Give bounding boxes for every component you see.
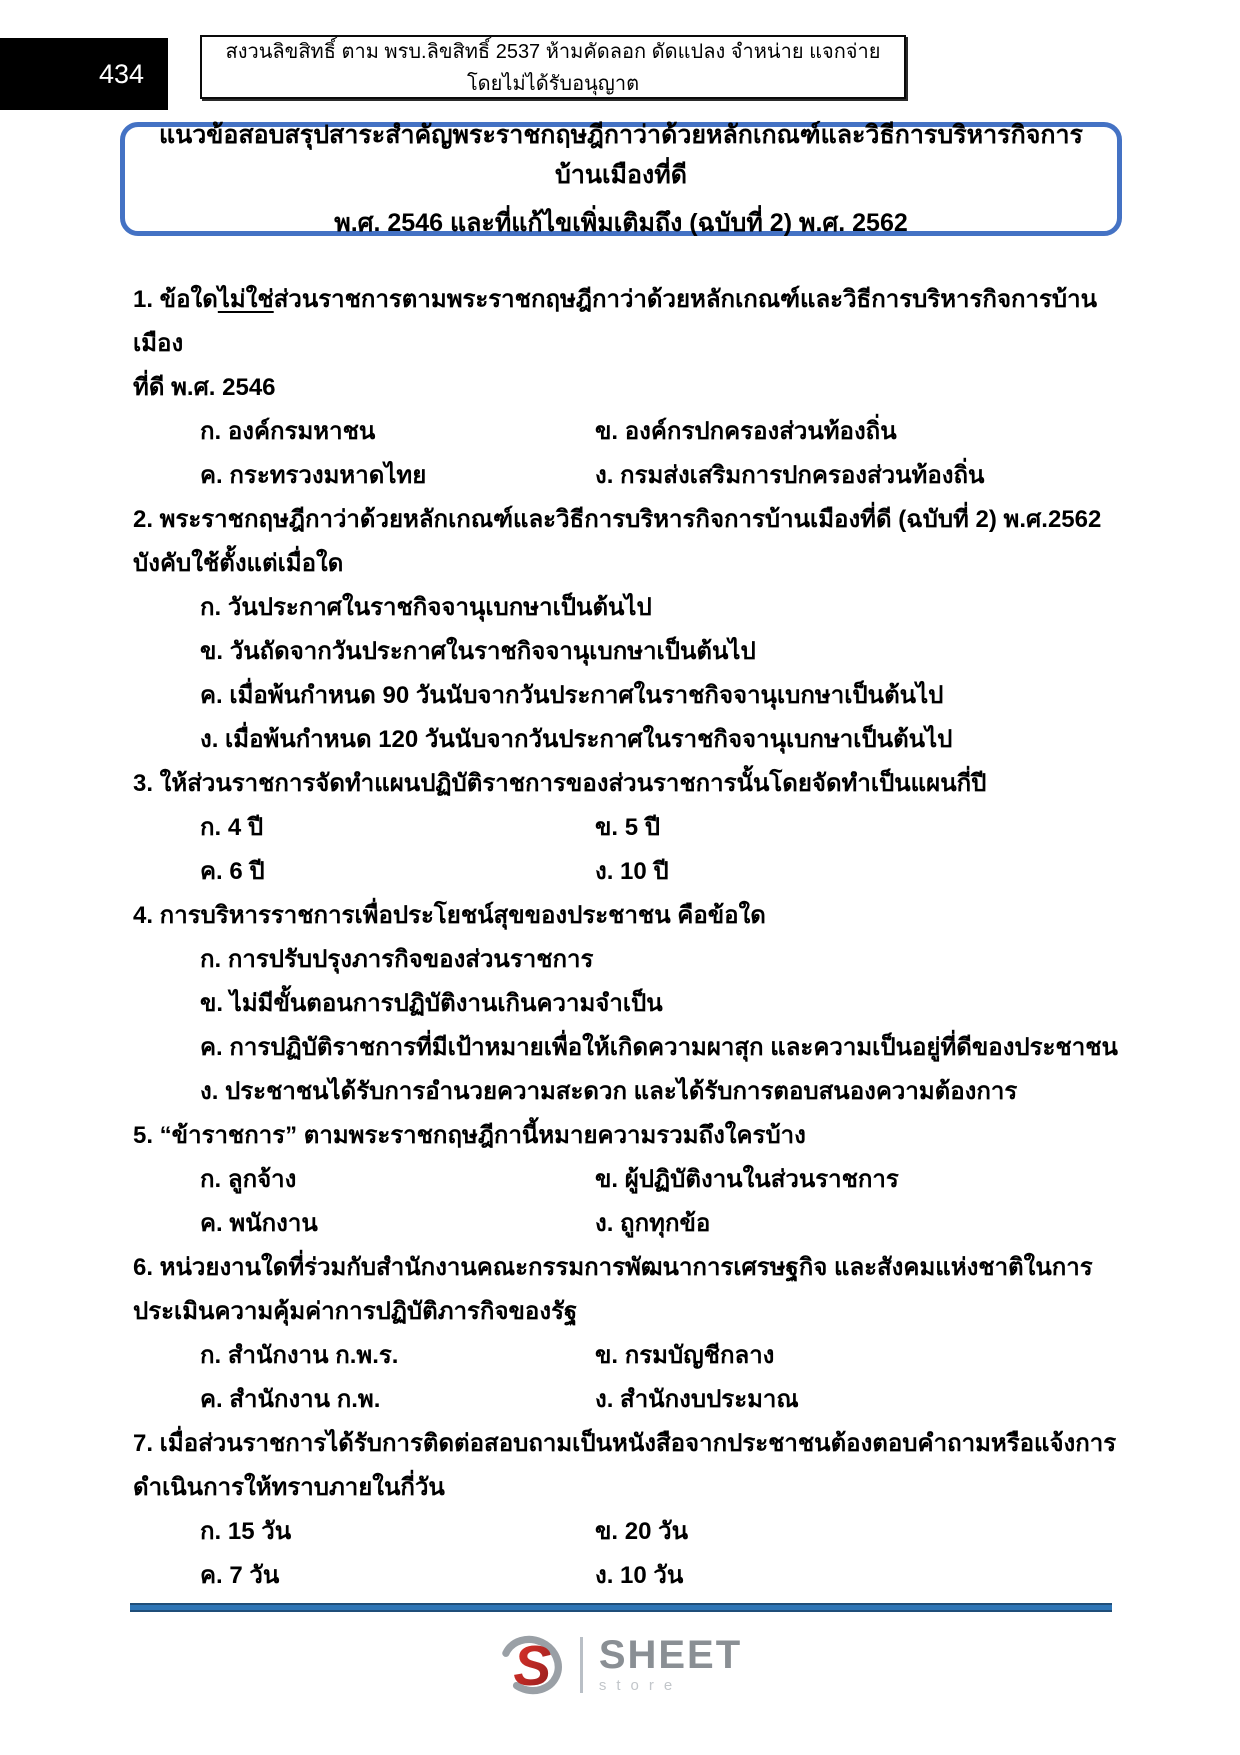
sheet-store-s-icon [498, 1632, 564, 1698]
answer-option: ก. องค์กรมหาชน [200, 418, 376, 445]
question-text: 2. พระราชกฤษฎีกาว่าด้วยหลักเกณฑ์และวิธีการบริหารกิจการบ้านเมืองที่ดี (ฉบับที่ 2) พ.ศ.2562 [133, 506, 1102, 533]
answer-option: ง. กรมส่งเสริมการปกครองส่วนท้องถิ่น [595, 462, 985, 489]
brand-subtitle: store [598, 1677, 683, 1694]
answer-option: ก. 15 วัน [200, 1518, 292, 1545]
page-number: 434 [98, 58, 144, 89]
answer-option: ก. การปรับปรุงภารกิจของส่วนราชการ [200, 946, 594, 973]
answer-option: ข. องค์กรปกครองส่วนท้องถิ่น [595, 418, 897, 445]
answer-option: ข. วันถัดจากวันประกาศในราชกิจจานุเบกษาเป็นต้นไป [200, 638, 756, 665]
answer-option: ง. ประชาชนได้รับการอำนวยความสะดวก และได้รับการตอบสนองความต้องการ [200, 1078, 1018, 1105]
question-7 [133, 1422, 1125, 1598]
brand-name: SHEET [598, 1633, 743, 1677]
questions-area [133, 278, 1125, 1598]
answer-option: ข. กรมบัญชีกลาง [595, 1342, 775, 1369]
answer-option: ข. ไม่มีขั้นตอนการปฏิบัติงานเกินความจำเป็น [200, 990, 663, 1017]
answer-option: ง. เมื่อพ้นกำหนด 120 วันนับจากวันประกาศในราชกิจจานุเบกษาเป็นต้นไป [200, 726, 953, 753]
exam-title-line-1: แนวข้อสอบสรุปสาระสำคัญพระราชกฤษฎีกาว่าด้วยหลักเกณฑ์และวิธีการบริหารกิจการบ้านเมืองที่ดี [159, 121, 1083, 189]
question-text: 5. “ข้าราชการ” ตามพระราชกฤษฎีกานี้หมายความรวมถึงใครบ้าง [133, 1122, 806, 1149]
answer-options [133, 1334, 1125, 1422]
page-number-box [0, 38, 168, 110]
brand-logo [0, 1620, 1240, 1710]
answer-option: ข. 20 วัน [595, 1518, 688, 1545]
copyright-banner [200, 35, 906, 99]
answer-option: ง. ถูกทุกข้อ [595, 1210, 711, 1237]
answer-option: ง. 10 วัน [595, 1562, 684, 1589]
question-text: ดำเนินการให้ทราบภายในกี่วัน [133, 1474, 445, 1501]
question-text: 7. เมื่อส่วนราชการได้รับการติดต่อสอบถามเป็นหนังสือจากประชาชนต้องตอบคำถามหรือแจ้งการ [133, 1430, 1117, 1457]
answer-options [133, 806, 1125, 894]
question-text: ที่ดี พ.ศ. 2546 [133, 374, 276, 401]
answer-options [133, 410, 1125, 498]
copyright-text: สงวนลิขสิทธิ์ ตาม พรบ.ลิขสิทธิ์ 2537 ห้ามคัดลอก ดัดแปลง จำหน่าย แจกจ่าย โดยไม่ได้รับอนุญาต [225, 41, 881, 95]
answer-options [133, 938, 1125, 1114]
question-text: 4. การบริหารราชการเพื่อประโยชน์สุขของประชาชน คือข้อใด [133, 902, 766, 929]
logo-divider [580, 1637, 583, 1693]
question-text: ประเมินความคุ้มค่าการปฏิบัติภารกิจของรัฐ [133, 1298, 578, 1325]
answer-option: ก. วันประกาศในราชกิจจานุเบกษาเป็นต้นไป [200, 594, 652, 621]
question-4 [133, 894, 1125, 1114]
question-2 [133, 498, 1125, 762]
answer-option: ก. 4 ปี [200, 814, 264, 841]
answer-option: ค. การปฏิบัติราชการที่มีเป้าหมายเพื่อให้เกิดความผาสุก และความเป็นอยู่ที่ดีของประชาชน [200, 1034, 1118, 1061]
answer-option: ง. สำนักงบประมาณ [595, 1386, 799, 1413]
question-3 [133, 762, 1125, 894]
question-text: 3. ให้ส่วนราชการจัดทำแผนปฏิบัติราชการของส่วนราชการนั้นโดยจัดทำเป็นแผนกี่ปี [133, 770, 987, 797]
underlined-word: ไม่ใช่ [217, 286, 274, 313]
answer-option: ก. สำนักงาน ก.พ.ร. [200, 1342, 399, 1369]
exam-title-line-2: พ.ศ. 2546 และที่แก้ไขเพิ่มเติมถึง (ฉบับที่ 2) พ.ศ. 2562 [334, 209, 908, 237]
answer-options [133, 1158, 1125, 1246]
question-text: 6. หน่วยงานใดที่ร่วมกับสำนักงานคณะกรรมการพัฒนาการเศรษฐกิจ และสังคมแห่งชาติในการ [133, 1254, 1093, 1281]
answer-options [133, 1510, 1125, 1598]
answer-option: ค. พนักงาน [200, 1210, 318, 1237]
question-5 [133, 1114, 1125, 1246]
answer-option: ข. 5 ปี [595, 814, 660, 841]
question-text: 1. ข้อใดไม่ใช่ส่วนราชการตามพระราชกฤษฎีกาว่าด้วยหลักเกณฑ์และวิธีการบริหารกิจการบ้านเมือง [133, 286, 1098, 357]
answer-option: ข. ผู้ปฏิบัติงานในส่วนราชการ [595, 1166, 899, 1193]
footer-divider-bar [130, 1603, 1112, 1612]
question-text: บังคับใช้ตั้งแต่เมื่อใด [133, 550, 344, 577]
svg-text:S: S [513, 1634, 552, 1698]
answer-option: ก. ลูกจ้าง [200, 1166, 297, 1193]
exam-title-box [120, 122, 1122, 236]
answer-option: ค. เมื่อพ้นกำหนด 90 วันนับจากวันประกาศในราชกิจจานุเบกษาเป็นต้นไป [200, 682, 944, 709]
answer-option: ค. 7 วัน [200, 1562, 280, 1589]
answer-option: ค. กระทรวงมหาดไทย [200, 462, 427, 489]
answer-option: ค. 6 ปี [200, 858, 265, 885]
answer-option: ง. 10 ปี [595, 858, 669, 885]
answer-options [133, 586, 1125, 762]
question-6 [133, 1246, 1125, 1422]
question-1 [133, 278, 1125, 498]
answer-option: ค. สำนักงาน ก.พ. [200, 1386, 381, 1413]
